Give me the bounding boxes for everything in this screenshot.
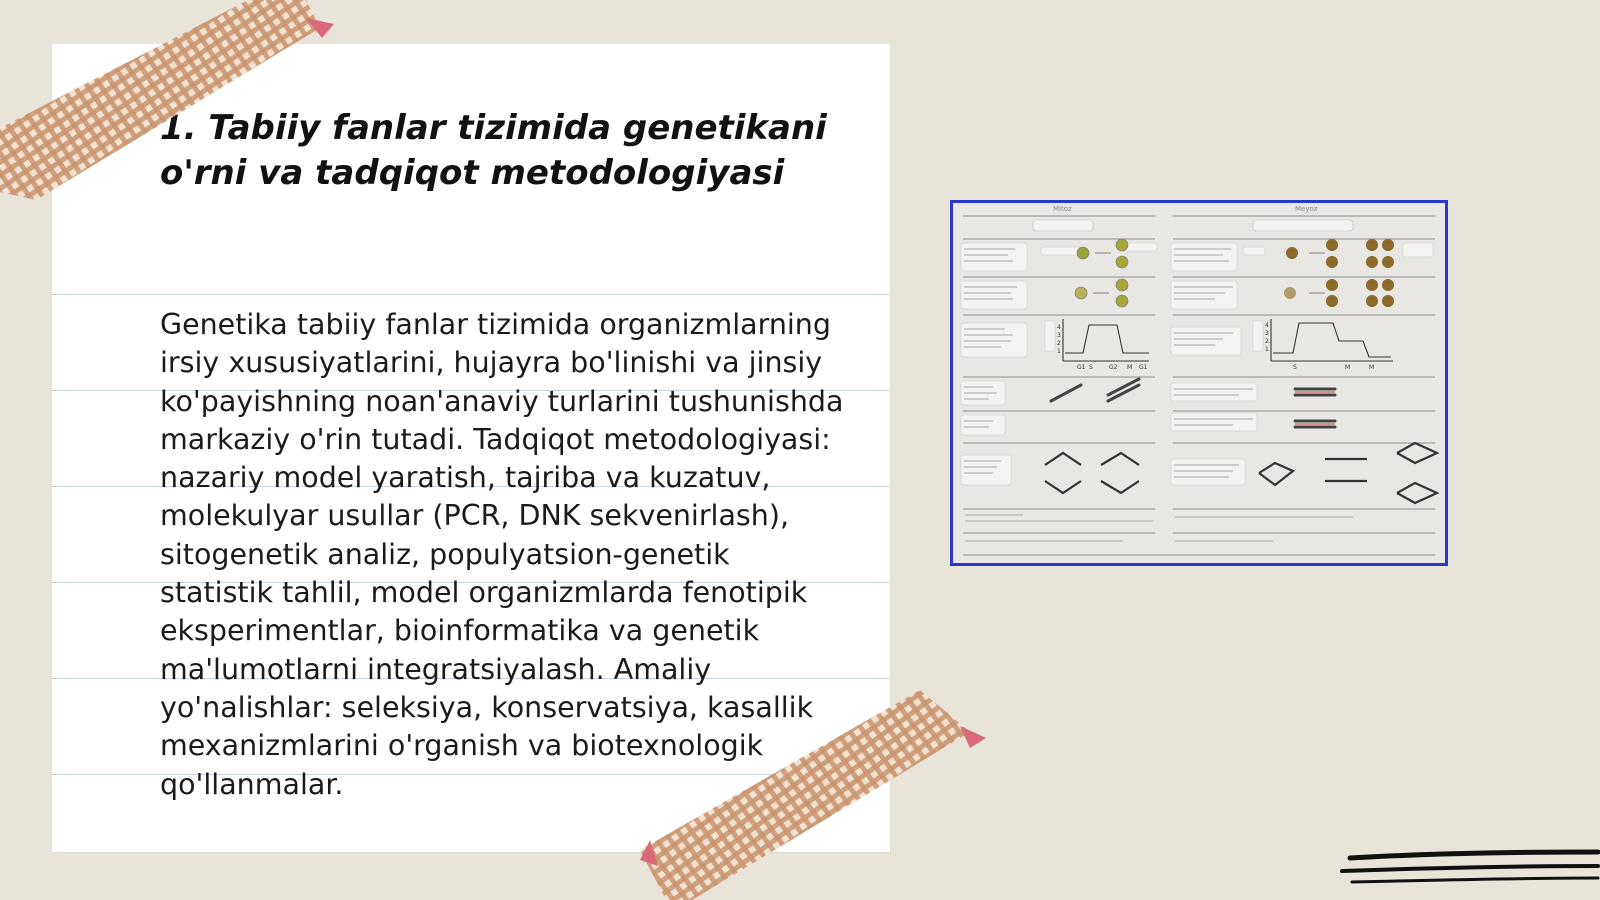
svg-text:M: M [1127, 364, 1133, 371]
svg-text:4: 4 [1057, 324, 1061, 331]
svg-text:1: 1 [1057, 348, 1061, 355]
svg-text:G1: G1 [1077, 364, 1086, 371]
washi-tape-bottom [640, 690, 1000, 900]
decorative-brush-lines [1340, 840, 1600, 900]
svg-text:M: M [1369, 364, 1375, 371]
svg-text:2: 2 [1057, 340, 1061, 347]
figure-left-title: Mitoz [1053, 205, 1072, 213]
mitosis-meiosis-diagram-icon [950, 200, 1448, 566]
svg-text:G1: G1 [1139, 364, 1148, 371]
washi-tape-top-left [0, 0, 340, 210]
figure-artwork [953, 203, 1445, 563]
svg-text:3: 3 [1057, 332, 1061, 339]
svg-text:3: 3 [1265, 330, 1269, 337]
svg-text:G2: G2 [1109, 364, 1118, 371]
svg-text:S: S [1089, 364, 1093, 371]
svg-text:2: 2 [1265, 338, 1269, 345]
svg-text:S: S [1293, 364, 1297, 371]
slide-title-line-2: o'rni va tadqiqot metodologiyasi [160, 153, 785, 193]
ruled-line [52, 294, 890, 295]
figure-right-title: Meyoz [1295, 205, 1318, 213]
svg-text:4: 4 [1265, 322, 1269, 329]
slide-body-text: Genetika tabiiy fanlar tizimida organizmlarning irsiy xususiyatlarini, hujayra bo'linishi va jinsiy ko'payishning noan'anaviy turlarini tushunishda markaziy o'rin tutadi. Tadqiqot metodologiyasi: nazariy model yaratish, tajriba va kuzatuv, molekulyar usullar (PCR, DNK sekvenirlash), sitogenetik analiz, populyatsion-genetik statistik tahlil, model organizmlarda fenotipik eksperimentlar, bioinformatika va genetik ma'lumotlarni integratsiyalash. Amaliy yo'nalishlar: seleksiya, konservatsiya, kasallik mexanizmlarini o'rganish va biotexnologik qo'llanmalar. [160, 308, 844, 801]
svg-text:M: M [1345, 364, 1351, 371]
slide-title-line-1: 1. Tabiiy fanlar tizimida genetikani [160, 108, 827, 148]
svg-text:1: 1 [1265, 346, 1269, 353]
